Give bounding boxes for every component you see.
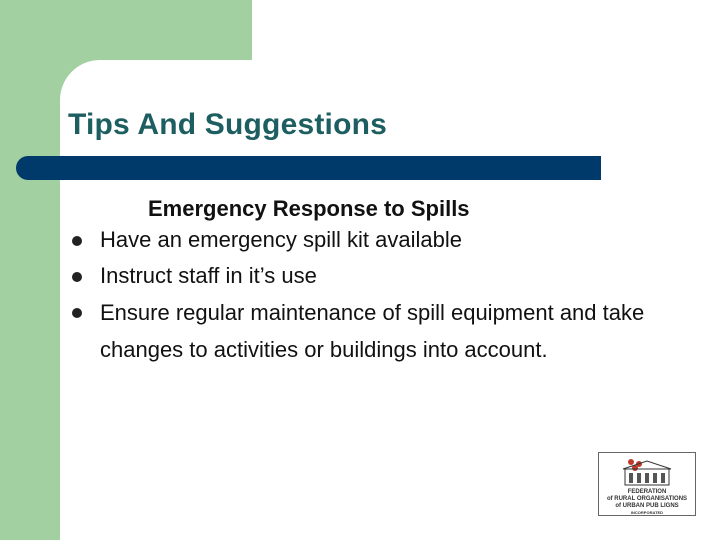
- logo-text-line: INCORPORATED: [630, 510, 664, 515]
- bullet-dot-icon: [72, 308, 82, 318]
- bullet-text: Instruct staff in it’s use: [100, 263, 317, 288]
- title-underline-bar: [16, 156, 601, 180]
- logo-text-line: FEDERATION: [627, 489, 667, 495]
- bullet-dot-icon: [72, 236, 82, 246]
- decorative-green-left-strip: [0, 0, 60, 540]
- bullet-dot-icon: [72, 272, 82, 282]
- section-subheading: Emergency Response to Spills: [148, 196, 470, 221]
- organization-logo: [598, 452, 696, 516]
- slide-title: Tips And Suggestions: [68, 108, 388, 141]
- logo-text-line: of RURAL ORGANISATIONS: [606, 496, 688, 502]
- building-emblem-icon: [617, 457, 677, 489]
- logo-text-line: of URBAN PUB LIGNS: [615, 503, 679, 509]
- bullet-text: Ensure regular maintenance of spill equipment and take changes to activities or buildings into account.: [100, 300, 645, 362]
- bullet-text: Have an emergency spill kit available: [100, 227, 462, 252]
